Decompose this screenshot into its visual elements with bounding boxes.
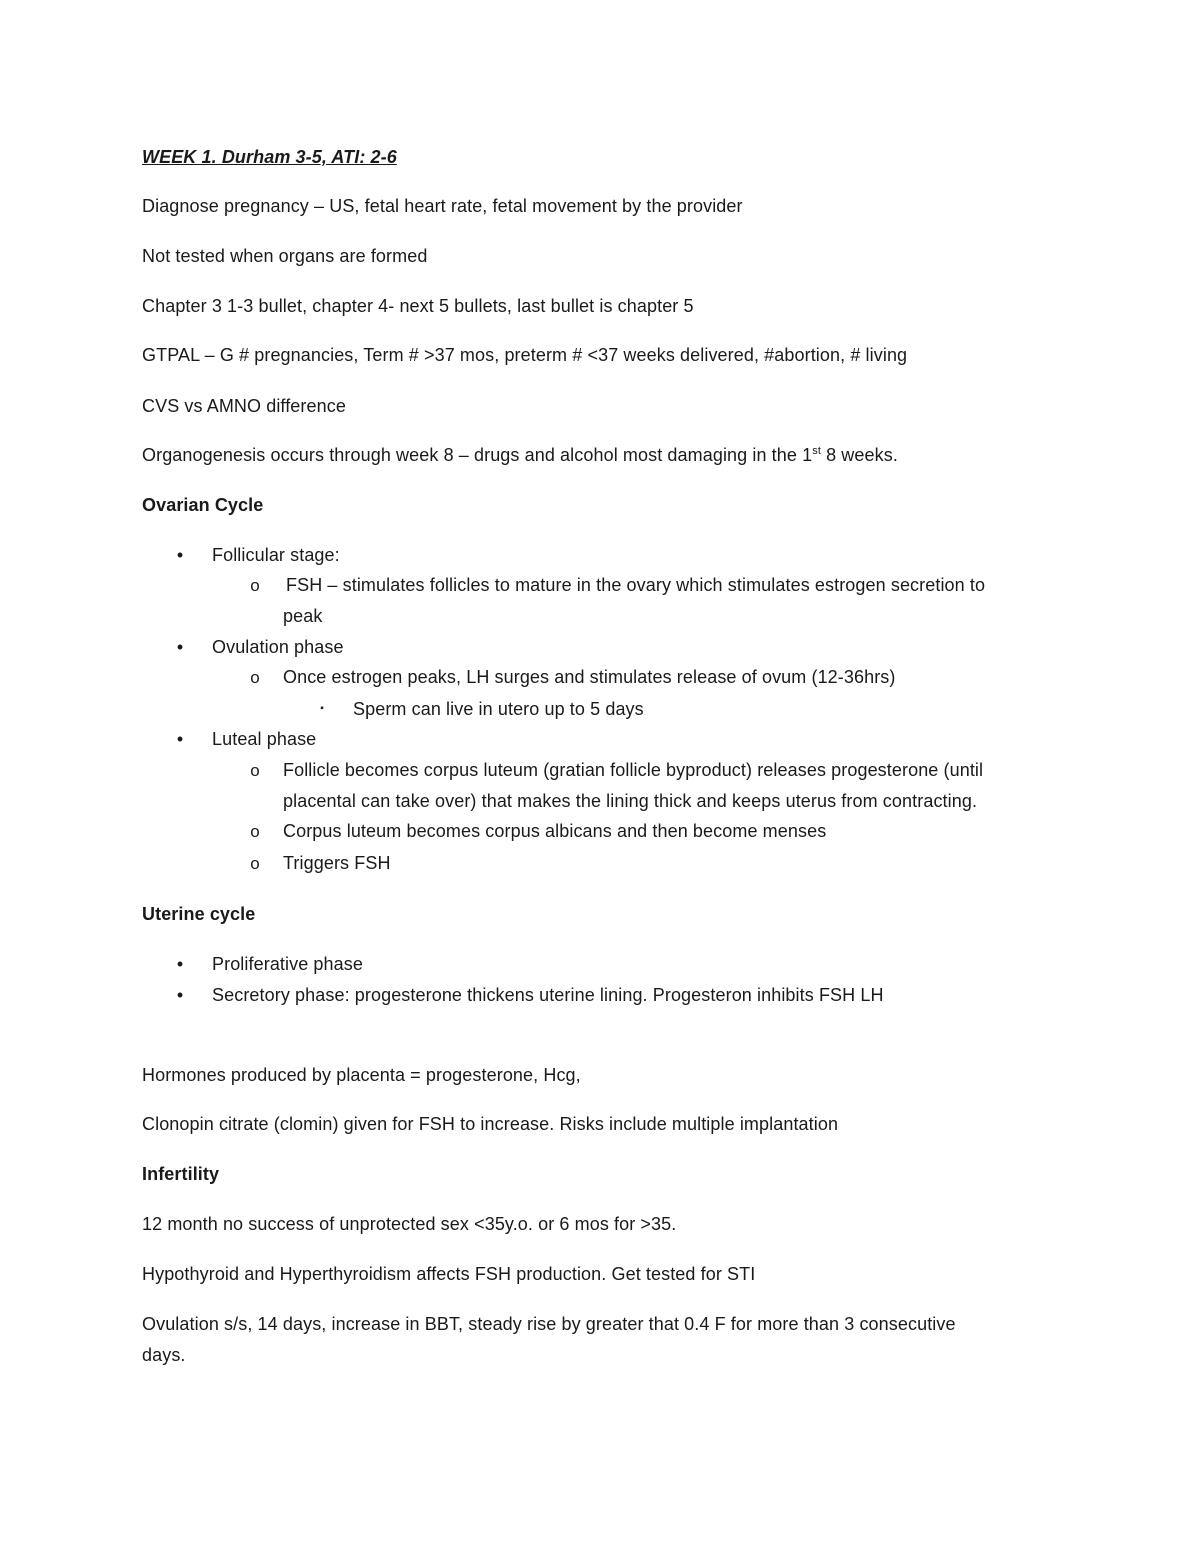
bullet-level2: o xyxy=(250,761,260,780)
sperm-subsubitem: Sperm can live in utero up to 5 days xyxy=(353,699,644,719)
bullet-level2: o xyxy=(250,576,260,595)
secretory-phase-item: Secretory phase: progesterone thickens uterine lining. Progesteron inhibits FSH LH xyxy=(212,985,884,1005)
ovulation-phase-item: Ovulation phase xyxy=(212,637,344,657)
bullet-level1: • xyxy=(176,954,184,974)
organogenesis-text-before: Organogenesis occurs through week 8 – drugs and alcohol most damaging in the 1 xyxy=(142,445,813,465)
note-ovulation-signs-line1: Ovulation s/s, 14 days, increase in BBT, steady rise by greater that 0.4 F for more than 3 consecutive xyxy=(142,1314,956,1334)
proliferative-phase-item: Proliferative phase xyxy=(212,954,363,974)
bullet-level2: o xyxy=(250,822,260,841)
note-hormones-placenta: Hormones produced by placenta = progesterone, Hcg, xyxy=(142,1065,581,1085)
fsh-subitem-line1: FSH – stimulates follicles to mature in the ovary which stimulates estrogen secretion to xyxy=(286,575,986,595)
bullet-level1: • xyxy=(176,545,184,565)
bullet-level1: • xyxy=(176,985,184,1005)
bullet-level1: • xyxy=(176,637,184,657)
uterine-cycle-heading: Uterine cycle xyxy=(142,904,256,924)
fsh-subitem-line2: peak xyxy=(283,606,323,626)
infertility-heading: Infertility xyxy=(142,1164,220,1184)
bullet-level2: o xyxy=(250,854,260,873)
note-ovulation-signs-line2: days. xyxy=(142,1345,186,1365)
luteal-phase-item: Luteal phase xyxy=(212,729,317,749)
note-organogenesis xyxy=(142,444,898,466)
note-not-tested: Not tested when organs are formed xyxy=(142,246,428,266)
note-thyroid: Hypothyroid and Hyperthyroidism affects FSH production. Get tested for STI xyxy=(142,1264,756,1284)
corpus-albicans-subitem: Corpus luteum becomes corpus albicans and then become menses xyxy=(283,821,827,841)
estrogen-peaks-subitem: Once estrogen peaks, LH surges and stimulates release of ovum (12-36hrs) xyxy=(283,667,896,687)
corpus-luteum-subitem-line1: Follicle becomes corpus luteum (gratian follicle byproduct) releases progesterone (until xyxy=(283,760,984,780)
note-diagnose-pregnancy: Diagnose pregnancy – US, fetal heart rate, fetal movement by the provider xyxy=(142,196,743,216)
bullet-level1: • xyxy=(176,729,184,749)
note-chapter-bullets: Chapter 3 1-3 bullet, chapter 4- next 5 bullets, last bullet is chapter 5 xyxy=(142,296,694,316)
note-cvs-amno: CVS vs AMNO difference xyxy=(142,396,346,416)
follicular-stage-item: Follicular stage: xyxy=(212,545,340,565)
ovarian-cycle-heading: Ovarian Cycle xyxy=(142,495,264,515)
corpus-luteum-subitem-line2: placental can take over) that makes the lining thick and keeps uterus from contracting. xyxy=(283,791,978,811)
page-title: WEEK 1. Durham 3-5, ATI: 2-6 xyxy=(142,147,397,167)
organogenesis-text-after: 8 weeks. xyxy=(820,445,898,465)
bullet-level2: o xyxy=(250,668,260,687)
organogenesis-superscript: st xyxy=(812,445,821,457)
bullet-level3: ▪ xyxy=(320,703,324,714)
note-gtpal: GTPAL – G # pregnancies, Term # >37 mos, preterm # <37 weeks delivered, #abortion, # living xyxy=(142,345,908,365)
triggers-fsh-subitem: Triggers FSH xyxy=(283,853,391,873)
note-clonopin: Clonopin citrate (clomin) given for FSH to increase. Risks include multiple implantation xyxy=(142,1114,839,1134)
note-infertility-definition: 12 month no success of unprotected sex <35y.o. or 6 mos for >35. xyxy=(142,1214,677,1234)
